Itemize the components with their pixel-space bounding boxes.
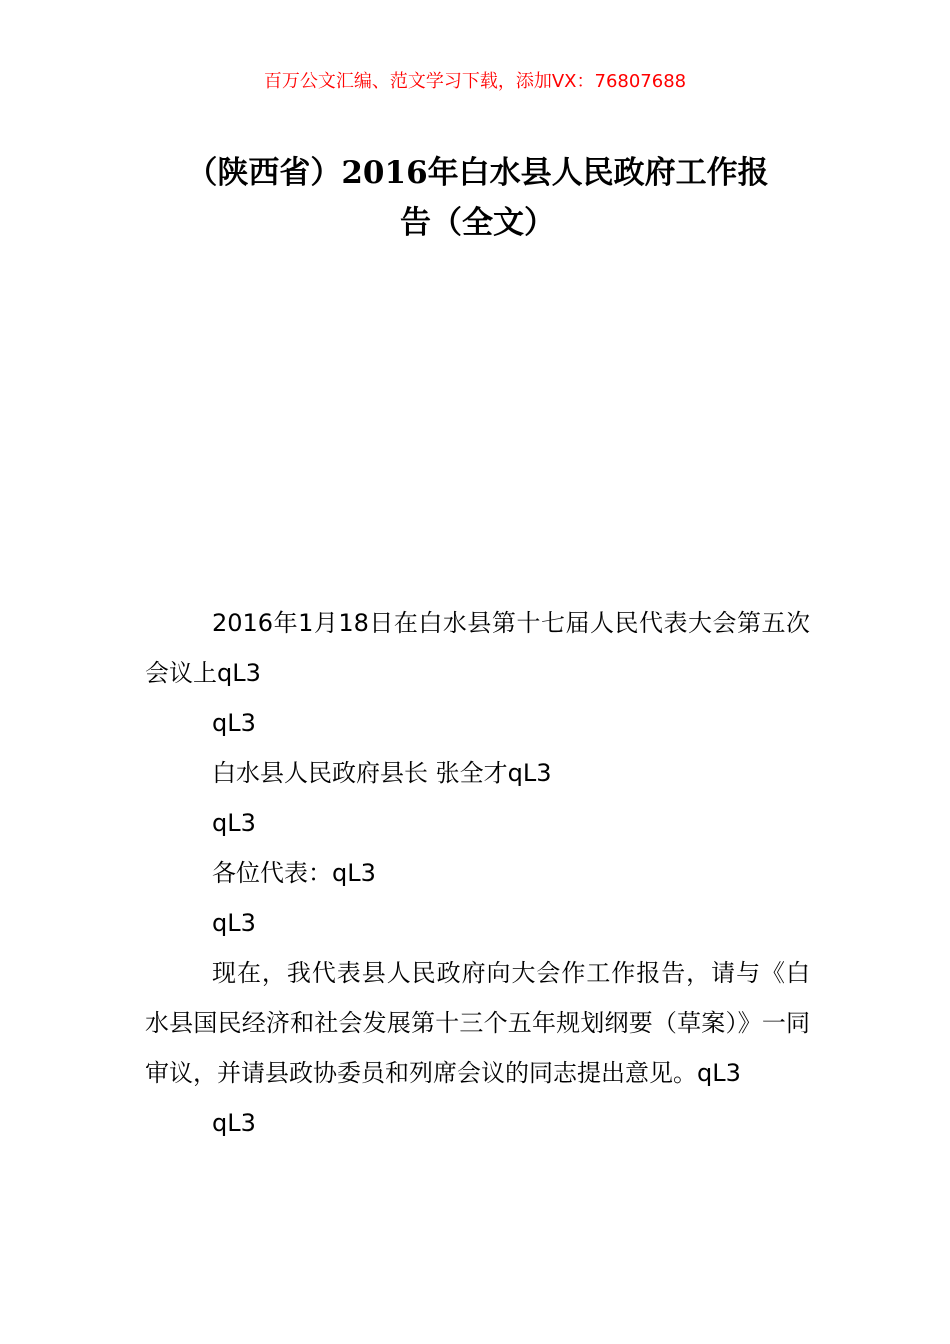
header-watermark-note: 百万公文汇编、范文学习下载，添加VX：76807688 [263,71,687,92]
paragraph-meeting-info: 2016年1月18日在白水县第十七届人民代表大会第五次会议上qL3 [145,609,810,687]
paragraph-intro: 现在，我代表县人民政府向大会作工作报告，请与《白水县国民经济和社会发展第十三个五年规划纲要（草案）》一同审议，并请县政协委员和列席会议的同志提出意见。qL3 [145,959,810,1087]
document-title [145,148,810,248]
paragraph-marker: qL3 [212,909,256,937]
paragraph-speaker: 白水县人民政府县长 张全才qL3 [212,759,552,787]
paragraph-salutation: 各位代表：qL3 [212,859,376,887]
paragraph-marker: qL3 [212,809,256,837]
document-body [145,598,810,1148]
document-title-line-1: （陕西省）2016年白水县人民政府工作报 [186,155,769,191]
document-title-line-2: 告（全文） [400,205,555,241]
paragraph-marker: qL3 [212,1109,256,1137]
paragraph-marker: qL3 [212,709,256,737]
